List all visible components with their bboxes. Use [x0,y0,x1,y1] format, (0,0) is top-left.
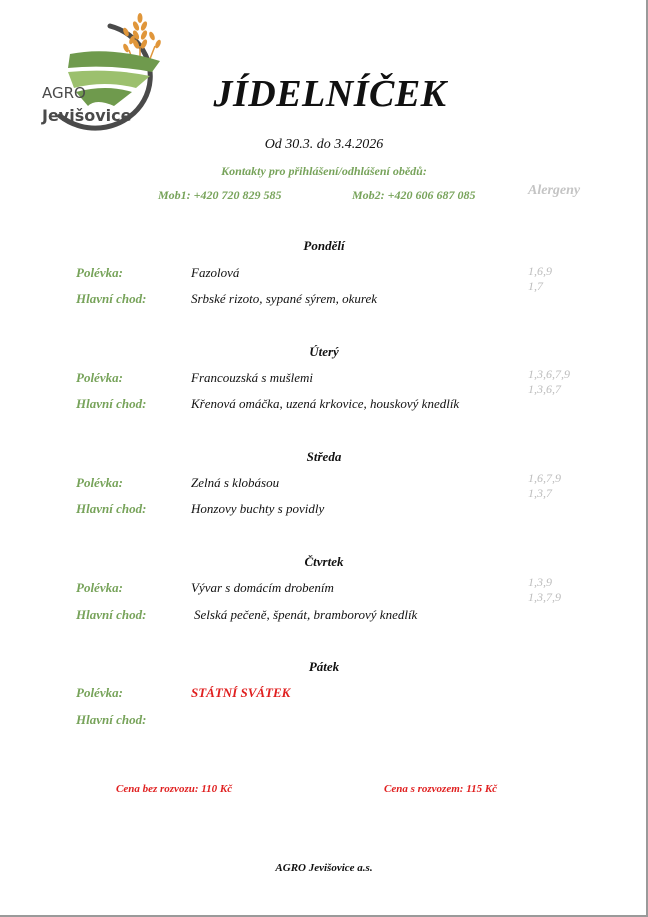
soup-allergens: 1,3,6,7,9 [528,367,570,381]
phone-mob2: Mob2: +420 606 687 085 [352,188,476,202]
soup-label: Polévka: [76,265,123,280]
logo-text-agro: AGRO [42,84,86,102]
page-title: JÍDELNÍČEK [213,73,447,115]
main-label: Hlavní chod: [76,607,147,622]
main-label: Hlavní chod: [76,291,147,306]
date-range: Od 30.3. do 3.4.2026 [264,137,384,152]
main-label: Hlavní chod: [76,712,147,727]
footer-company: AGRO Jevišovice a.s. [275,862,373,874]
main-allergens: 1,3,6,7 [528,382,561,396]
main-allergens: 1,3,7 [528,486,552,500]
soup-allergens: 1,3,9 [528,575,552,589]
soup-label: Polévka: [76,685,123,700]
soup-allergens: 1,6,7,9 [528,471,561,485]
soup-dish: Fazolová [191,265,240,280]
soup-label: Polévka: [76,580,123,595]
price-with-delivery: Cena s rozvozem: 115 Kč [384,783,498,795]
allergens-header: Alergeny [528,183,581,198]
soup-label: Polévka: [76,370,123,385]
holiday-notice: STÁTNÍ SVÁTEK [191,685,291,700]
soup-label: Polévka: [76,475,123,490]
main-label: Hlavní chod: [76,396,147,411]
main-label: Hlavní chod: [76,501,147,516]
soup-dish: Zelná s klobásou [191,475,280,490]
main-allergens: 1,7 [528,279,543,293]
logo-text-jevisovice: Jevišovice [42,106,132,125]
main-dish: Křenová omáčka, uzená krkovice, houskový knedlík [191,396,460,411]
day-heading-friday: Pátek [308,659,340,674]
soup-allergens: 1,6,9 [528,264,552,278]
day-heading-thursday: Čtvrtek [304,554,344,569]
price-without-delivery: Cena bez rozvozu: 110 Kč [116,783,233,795]
main-dish: Srbské rizoto, sypané sýrem, okurek [191,291,378,306]
day-heading-tuesday: Úterý [309,344,339,359]
soup-dish: Vývar s domácím drobením [191,580,334,595]
day-heading-monday: Pondělí [303,238,345,253]
soup-dish: Francouzská s mušlemi [191,370,314,385]
main-dish: Selská pečeně, špenát, bramborový knedlík [194,607,418,622]
main-allergens: 1,3,7,9 [528,590,561,604]
main-dish: Honzovy buchty s povidly [191,501,325,516]
day-heading-wednesday: Středa [306,449,342,464]
contacts-label: Kontakty pro přihlášení/odhlášení obědů: [221,164,427,178]
phone-mob1: Mob1: +420 720 829 585 [158,188,282,202]
